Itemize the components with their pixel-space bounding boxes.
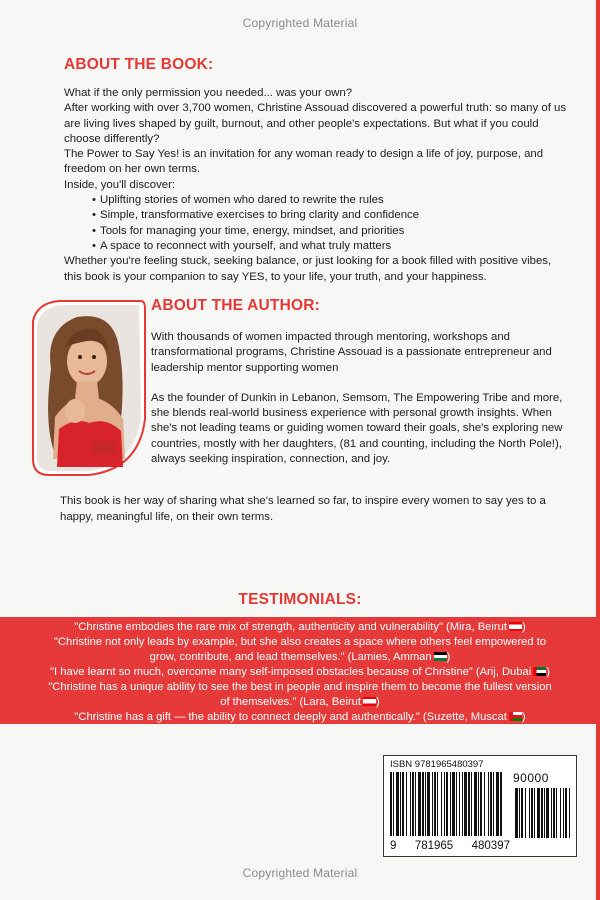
price-barcode-bar (546, 788, 549, 838)
price-barcode-bar (525, 788, 526, 838)
list-item: • Uplifting stories of women who dared to rewrite the rules (92, 193, 572, 208)
barcode-bar (418, 772, 421, 836)
about-book-closing: Whether you're feeling stuck, seeking balance, or just looking for a book filled with positive vibes, this book is your companion to say YES, to your life, your truth, and your happiness. (64, 255, 552, 283)
about-author-closing: This book is her way of sharing what she's learned so far, to inspire every women to say yes to a happy, meaningful life, on their own terms. (60, 495, 546, 523)
about-book-heading: ABOUT THE BOOK: (64, 56, 214, 73)
barcode-bar (500, 772, 502, 836)
barcode-bar (410, 772, 411, 836)
testimonial-line: "I have learnt so much, overcome many self-imposed obstacles because of Christine" (Arij, Dubai ) (50, 666, 550, 678)
lebanon-flag-icon (509, 622, 522, 631)
price-barcode-bar (551, 788, 552, 838)
list-item: • Simple, transformative exercises to bring clarity and confidence (92, 208, 572, 223)
barcode-bar (471, 772, 472, 836)
price-barcode-bar (563, 788, 564, 838)
about-author-paragraph-1: With thousands of women impacted through mentoring, workshops and transformational programs, Christine Assouad is a passionate entrepreneur and leadership mentor supporting women (151, 331, 552, 374)
barcode-bar (422, 772, 424, 836)
testimonial-line: of themselves." (Lara, Beirut ) (220, 696, 380, 708)
barcode-bar (493, 772, 494, 836)
barcode-bar (450, 772, 451, 836)
barcode-bar (444, 772, 445, 836)
testimonial-line: "Christine not only leads by example, but she also creates a space where others feel empowered to (53, 636, 547, 648)
barcode-bar (427, 772, 430, 836)
barcode-bar (437, 772, 438, 836)
barcode-bar (400, 772, 401, 836)
barcode-bar (434, 772, 436, 836)
inside-label: Inside, you'll discover: (64, 178, 176, 191)
barcode-bar (480, 772, 482, 836)
price-barcode-bar (529, 788, 530, 838)
barcode-bar (406, 772, 407, 836)
price-barcode-bar (560, 788, 561, 838)
barcode-bar (412, 772, 414, 836)
isbn-digits: 9 781965 480397 (390, 840, 510, 852)
barcode-bar (425, 772, 426, 836)
lebanon-flag-icon (363, 697, 376, 706)
barcode-bar (456, 772, 457, 836)
barcode-bar (459, 772, 460, 836)
testimonial-line: "Christine has a unique ability to see the best in people and inspire them to become the fullest version (48, 681, 552, 693)
barcode-bar (488, 772, 489, 836)
barcode-bar (396, 772, 399, 836)
about-author-heading: ABOUT THE AUTHOR: (151, 297, 321, 314)
barcode-bar (478, 772, 479, 836)
price-barcode-bar (541, 788, 543, 838)
price-barcode-bar (569, 788, 570, 838)
barcode-bar (446, 772, 448, 836)
barcode-bar (393, 772, 394, 836)
oman-flag-icon (509, 712, 522, 721)
copyright-watermark-top: Copyrighted Material (242, 16, 358, 30)
barcode-bar (490, 772, 492, 836)
barcode-bar (415, 772, 416, 836)
barcode-bar (474, 772, 477, 836)
about-author-section (151, 330, 571, 482)
barcode-bar (441, 772, 442, 836)
testimonial-line: grow, contribute, and lead themselves." (Lamies, Amman ) (149, 651, 451, 663)
testimonial-line: "Christine has a gift — the ability to connect deeply and authentically." (Suzette, Muscat ) (74, 711, 526, 723)
about-author-paragraph-2: As the founder of Dunkin in Lebanon, Semsom, The Empowering Tribe and more, she blends real-world business experience with personal growth insights. When she's not leading teams or guiding women toward their goals, she's exploring new countries, mostly with her daughters, (81 and counting, including the North Pole!), always seeking inspiration, connection, and joy. (151, 391, 563, 466)
barcode-bar (496, 772, 499, 836)
author-photo (29, 299, 147, 477)
price-barcode-bar (544, 788, 545, 838)
barcode-bar (464, 772, 467, 836)
barcode-bar (468, 772, 470, 836)
uae-flag-icon (533, 667, 546, 676)
barcode-bar (402, 772, 404, 836)
testimonials-heading: TESTIMONIALS: (238, 591, 362, 608)
about-book-paragraph-2: The Power to Say Yes! is an invitation for any woman ready to design a life of joy, purpose, and freedom on her own terms. (64, 148, 544, 176)
list-item: • Tools for managing your time, energy, mindset, and priorities (92, 224, 572, 239)
copyright-watermark-bottom: Copyrighted Material (242, 866, 358, 880)
barcode-bar (462, 772, 463, 836)
price-barcode-bar (534, 788, 535, 838)
price-barcode-bar (521, 788, 523, 838)
testimonials-band (0, 617, 600, 724)
isbn-barcode (383, 755, 577, 857)
about-book-section (64, 86, 572, 285)
testimonial-line: "Christine embodies the rare mix of strength, authenticity and vulnerability" (Mira, Beirut ) (74, 621, 526, 633)
jordan-flag-icon (434, 652, 447, 661)
price-barcode-bar (553, 788, 555, 838)
list-item: • A space to reconnect with yourself, and what truly matters (92, 239, 572, 254)
price-barcode-bar (565, 788, 567, 838)
barcode-bar (484, 772, 485, 836)
price-barcode-bar (531, 788, 533, 838)
red-edge-strip (596, 0, 600, 900)
barcode-bar (452, 772, 455, 836)
barcode-bar (432, 772, 433, 836)
barcode-bar (390, 772, 392, 836)
price-code: 90000 (513, 771, 549, 785)
isbn-label: ISBN 9781965480397 (390, 759, 484, 770)
price-barcode-bar (537, 788, 540, 838)
intro-question: What if the only permission you needed... was your own? (64, 87, 353, 99)
price-barcode-bar (519, 788, 520, 838)
about-book-paragraph-1: After working with over 3,700 women, Christine Assouad discovered a powerful truth: so many of us are living lives shaped by guilt, burnout, and other people's expectations. But what if you could choose differently? (64, 102, 567, 145)
price-barcode-bar (515, 788, 518, 838)
discover-list (64, 193, 572, 254)
price-barcode-bar (556, 788, 557, 838)
